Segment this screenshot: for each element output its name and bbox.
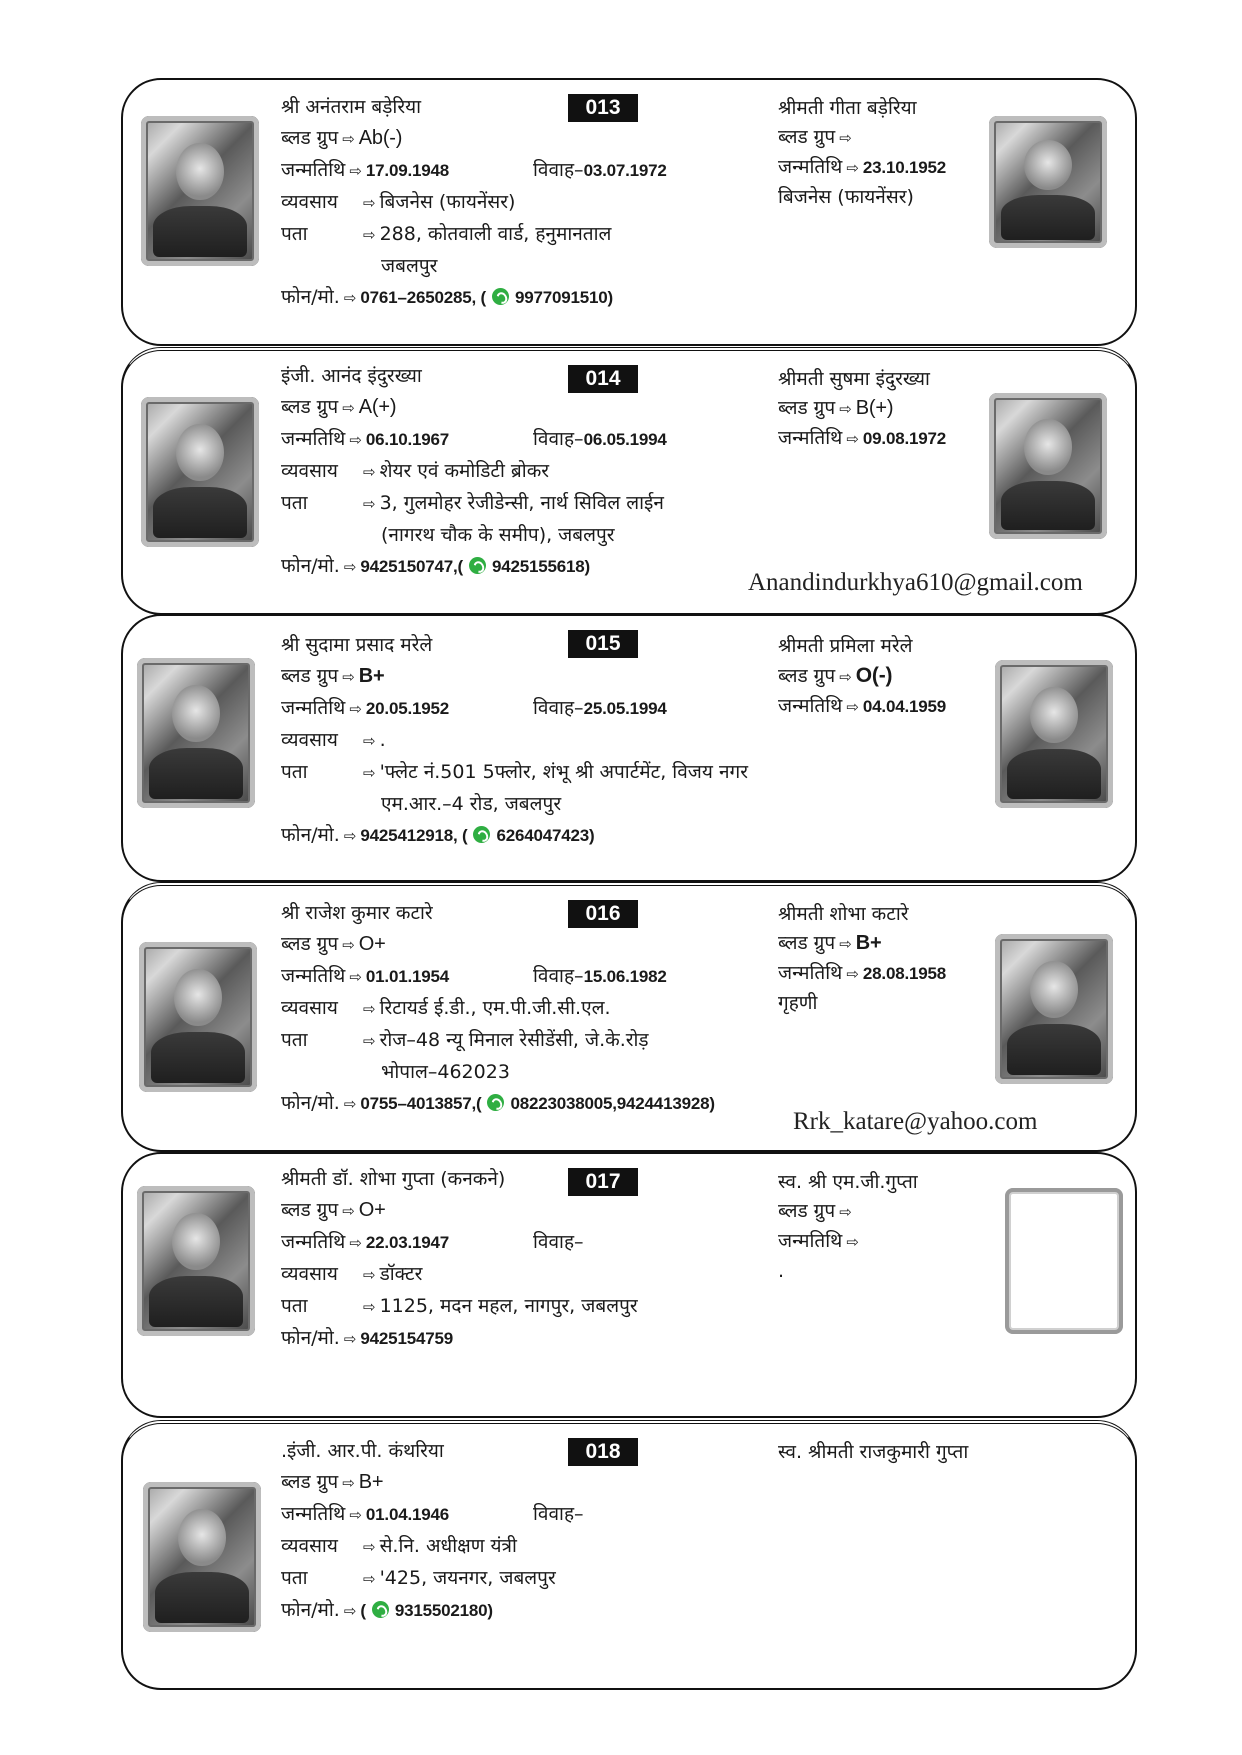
phone-label: फोन/मो. bbox=[281, 286, 340, 308]
member-name: .इंजी. आर.पी. कंथरिया bbox=[281, 1440, 444, 1462]
dob-value: 20.05.1952 bbox=[365, 699, 449, 718]
phone-value: 9425154759 bbox=[360, 1329, 453, 1348]
member-number-badge: 018 bbox=[568, 1438, 638, 1466]
dob-label: जन्मतिथि bbox=[281, 428, 346, 450]
member-photo bbox=[143, 1482, 261, 1632]
member-name: श्री राजेश कुमार कटारे bbox=[281, 902, 433, 924]
marriage-value: 15.06.1982 bbox=[583, 967, 667, 986]
address-line2: (नागरथ चौक के समीप), जबलपुर bbox=[381, 524, 615, 546]
spouse-photo-placeholder bbox=[1005, 1188, 1123, 1334]
address-line2: एम.आर.–4 रोड, जबलपुर bbox=[381, 793, 562, 815]
whatsapp-value: 08223038005,9424413928) bbox=[510, 1094, 715, 1113]
member-card-015 bbox=[121, 614, 1137, 882]
spouse-dob: 28.08.1958 bbox=[862, 964, 946, 983]
spouse-dob: 09.08.1972 bbox=[862, 429, 946, 448]
occupation-value: से.नि. अधीक्षण यंत्री bbox=[379, 1535, 517, 1557]
dob-value: 06.10.1967 bbox=[365, 430, 449, 449]
member-photo bbox=[137, 1186, 255, 1336]
address-line2: जबलपुर bbox=[381, 255, 438, 277]
arrow-icon: ⇨ bbox=[343, 558, 357, 576]
occupation-value: . bbox=[379, 729, 386, 751]
member-name: इंजी. आनंद इंदुरख्या bbox=[281, 365, 422, 387]
spouse-dob: 23.10.1952 bbox=[862, 158, 946, 177]
occupation-label: व्यवसाय bbox=[281, 729, 338, 751]
whatsapp-icon bbox=[487, 1094, 504, 1111]
arrow-icon: ⇨ bbox=[349, 1506, 362, 1524]
spouse-blood-group: B+ bbox=[855, 932, 882, 954]
address-label: पता bbox=[281, 761, 308, 783]
arrow-icon: ⇨ bbox=[363, 1298, 376, 1316]
spouse-photo bbox=[989, 116, 1107, 248]
phone-label: फोन/मो. bbox=[281, 1092, 340, 1114]
marriage-value: 03.07.1972 bbox=[583, 161, 667, 180]
arrow-icon: ⇨ bbox=[846, 965, 859, 983]
occupation-label: व्यवसाय bbox=[281, 1263, 338, 1285]
phone-label: फोन/मो. bbox=[281, 824, 340, 846]
dob-label: जन्मतिथि bbox=[778, 427, 843, 449]
marriage-value: 06.05.1994 bbox=[583, 430, 667, 449]
arrow-icon: ⇨ bbox=[363, 1032, 376, 1050]
occupation-label: व्यवसाय bbox=[281, 460, 338, 482]
address-line1: '425, जयनगर, जबलपुर bbox=[379, 1567, 556, 1589]
marriage-label: विवाह– bbox=[533, 697, 584, 719]
arrow-icon: ⇨ bbox=[343, 827, 357, 845]
member-photo bbox=[141, 116, 259, 266]
spouse-extra: . bbox=[778, 1260, 785, 1282]
whatsapp-icon bbox=[469, 557, 486, 574]
address-label: पता bbox=[281, 223, 308, 245]
dob-label: जन्मतिथि bbox=[281, 159, 346, 181]
member-name: श्री सुदामा प्रसाद मरेले bbox=[281, 634, 433, 656]
blood-group-label: ब्लड ग्रुप bbox=[778, 932, 836, 954]
arrow-icon: ⇨ bbox=[342, 399, 355, 417]
whatsapp-value: 9977091510) bbox=[515, 288, 614, 307]
member-card-016 bbox=[121, 882, 1137, 1152]
occupation-label: व्यवसाय bbox=[281, 997, 338, 1019]
blood-group-label: ब्लड ग्रुप bbox=[778, 397, 836, 419]
marriage-label: विवाह– bbox=[533, 1231, 584, 1253]
address-label: पता bbox=[281, 1295, 308, 1317]
member-photo bbox=[139, 942, 257, 1092]
member-name: श्रीमती डॉ. शोभा गुप्ता (कनकने) bbox=[281, 1168, 506, 1190]
marriage-label: विवाह– bbox=[533, 159, 584, 181]
arrow-icon: ⇨ bbox=[363, 1266, 376, 1284]
dob-label: जन्मतिथि bbox=[281, 1503, 346, 1525]
member-number-badge: 016 bbox=[568, 900, 638, 928]
whatsapp-icon bbox=[372, 1601, 389, 1618]
spouse-extra: गृहणी bbox=[778, 992, 818, 1014]
whatsapp-value: 9425155618) bbox=[491, 557, 590, 576]
spouse-photo bbox=[995, 934, 1113, 1084]
arrow-icon: ⇨ bbox=[342, 1202, 355, 1220]
blood-group-label: ब्लड ग्रुप bbox=[281, 933, 339, 955]
arrow-icon: ⇨ bbox=[363, 226, 376, 244]
address-line1: 3, गुलमोहर रेजीडेन्सी, नार्थ सिविल लाईन bbox=[379, 492, 664, 514]
arrow-icon: ⇨ bbox=[363, 1000, 376, 1018]
arrow-icon: ⇨ bbox=[363, 1570, 376, 1588]
spouse-name: श्रीमती शोभा कटारे bbox=[778, 903, 909, 925]
arrow-icon: ⇨ bbox=[839, 400, 852, 418]
arrow-icon: ⇨ bbox=[363, 495, 376, 513]
spouse-name: स्व. श्रीमती राजकुमारी गुप्ता bbox=[778, 1441, 969, 1463]
dob-label: जन्मतिथि bbox=[778, 156, 843, 178]
blood-group-value: B+ bbox=[358, 665, 385, 687]
spouse-blood-group: O(-) bbox=[855, 664, 893, 687]
address-label: पता bbox=[281, 1567, 308, 1589]
arrow-icon: ⇨ bbox=[846, 698, 859, 716]
marriage-label: विवाह– bbox=[533, 965, 584, 987]
spouse-photo bbox=[989, 393, 1107, 539]
arrow-icon: ⇨ bbox=[363, 1538, 376, 1556]
spouse-name: श्रीमती गीता बड़ेरिया bbox=[778, 97, 917, 119]
email-link[interactable]: Rrk_katare@yahoo.com bbox=[793, 1108, 1038, 1135]
address-line1: 288, कोतवाली वार्ड, हनुमानताल bbox=[379, 223, 612, 245]
spouse-name: स्व. श्री एम.जी.गुप्ता bbox=[778, 1171, 918, 1193]
member-card-018 bbox=[121, 1420, 1137, 1690]
spouse-blood-group: B(+) bbox=[855, 397, 894, 419]
phone-label: फोन/मो. bbox=[281, 1327, 340, 1349]
phone-value: ( bbox=[360, 1601, 366, 1620]
arrow-icon: ⇨ bbox=[342, 936, 355, 954]
whatsapp-icon bbox=[473, 826, 490, 843]
arrow-icon: ⇨ bbox=[342, 130, 355, 148]
blood-group-value: O+ bbox=[358, 1199, 386, 1221]
arrow-icon: ⇨ bbox=[846, 1233, 859, 1251]
blood-group-label: ब्लड ग्रुप bbox=[281, 396, 339, 418]
arrow-icon: ⇨ bbox=[363, 764, 376, 782]
dob-label: जन्मतिथि bbox=[281, 697, 346, 719]
phone-value: 9425150747,( bbox=[360, 557, 463, 576]
arrow-icon: ⇨ bbox=[839, 668, 852, 686]
dob-value: 01.01.1954 bbox=[365, 967, 449, 986]
address-label: पता bbox=[281, 492, 308, 514]
arrow-icon: ⇨ bbox=[349, 431, 362, 449]
dob-label: जन्मतिथि bbox=[281, 965, 346, 987]
arrow-icon: ⇨ bbox=[342, 1474, 355, 1492]
arrow-icon: ⇨ bbox=[349, 700, 362, 718]
blood-group-value: Ab(-) bbox=[358, 127, 403, 149]
address-line1: 1125, मदन महल, नागपुर, जबलपुर bbox=[379, 1295, 638, 1317]
blood-group-label: ब्लड ग्रुप bbox=[778, 126, 836, 148]
marriage-value: 25.05.1994 bbox=[583, 699, 667, 718]
arrow-icon: ⇨ bbox=[363, 194, 376, 212]
dob-label: जन्मतिथि bbox=[778, 1230, 843, 1252]
whatsapp-icon bbox=[492, 288, 509, 305]
occupation-label: व्यवसाय bbox=[281, 191, 338, 213]
blood-group-label: ब्लड ग्रुप bbox=[778, 1200, 836, 1222]
email-link[interactable]: Anandindurkhya610@gmail.com bbox=[748, 569, 1083, 596]
whatsapp-value: 6264047423) bbox=[496, 826, 595, 845]
arrow-icon: ⇨ bbox=[349, 1234, 362, 1252]
occupation-value: रिटायर्ड ई.डी., एम.पी.जी.सी.एल. bbox=[379, 997, 611, 1019]
member-number-badge: 017 bbox=[568, 1168, 638, 1196]
spouse-dob: 04.04.1959 bbox=[862, 697, 946, 716]
dob-label: जन्मतिथि bbox=[778, 695, 843, 717]
dob-label: जन्मतिथि bbox=[778, 962, 843, 984]
arrow-icon: ⇨ bbox=[846, 159, 859, 177]
address-line2: भोपाल–462023 bbox=[381, 1061, 510, 1083]
arrow-icon: ⇨ bbox=[343, 1095, 357, 1113]
dob-value: 01.04.1946 bbox=[365, 1505, 449, 1524]
occupation-value: डॉक्टर bbox=[379, 1263, 423, 1285]
arrow-icon: ⇨ bbox=[343, 289, 357, 307]
blood-group-value: O+ bbox=[358, 933, 386, 955]
arrow-icon: ⇨ bbox=[839, 129, 852, 147]
member-card-013 bbox=[121, 78, 1137, 346]
arrow-icon: ⇨ bbox=[846, 430, 859, 448]
blood-group-label: ब्लड ग्रुप bbox=[281, 665, 339, 687]
member-card-014 bbox=[121, 347, 1137, 615]
dob-value: 17.09.1948 bbox=[365, 161, 449, 180]
arrow-icon: ⇨ bbox=[363, 732, 376, 750]
phone-value: 0755–4013857,( bbox=[360, 1094, 482, 1113]
spouse-name: श्रीमती सुषमा इंदुरख्या bbox=[778, 368, 930, 390]
marriage-label: विवाह– bbox=[533, 428, 584, 450]
blood-group-label: ब्लड ग्रुप bbox=[281, 1471, 339, 1493]
member-photo bbox=[137, 658, 255, 808]
dob-value: 22.03.1947 bbox=[365, 1233, 449, 1252]
occupation-label: व्यवसाय bbox=[281, 1535, 338, 1557]
address-line1: 'फ्लेट नं.501 5फ्लोर, शंभू श्री अपार्टमेंट, विजय नगर bbox=[379, 761, 748, 783]
spouse-name: श्रीमती प्रमिला मरेले bbox=[778, 635, 913, 657]
arrow-icon: ⇨ bbox=[342, 668, 355, 686]
member-number-badge: 015 bbox=[568, 630, 638, 658]
marriage-label: विवाह– bbox=[533, 1503, 584, 1525]
arrow-icon: ⇨ bbox=[839, 935, 852, 953]
spouse-extra: बिजनेस (फायनेंसर) bbox=[778, 186, 914, 208]
arrow-icon: ⇨ bbox=[349, 968, 362, 986]
blood-group-label: ब्लड ग्रुप bbox=[778, 665, 836, 687]
arrow-icon: ⇨ bbox=[343, 1602, 357, 1620]
occupation-value: शेयर एवं कमोडिटी ब्रोकर bbox=[379, 460, 550, 482]
dob-label: जन्मतिथि bbox=[281, 1231, 346, 1253]
member-name: श्री अनंतराम बड़ेरिया bbox=[281, 96, 422, 118]
blood-group-value: A(+) bbox=[358, 396, 397, 418]
address-label: पता bbox=[281, 1029, 308, 1051]
blood-group-value: B+ bbox=[358, 1471, 384, 1493]
arrow-icon: ⇨ bbox=[363, 463, 376, 481]
arrow-icon: ⇨ bbox=[343, 1330, 357, 1348]
spouse-photo bbox=[995, 660, 1113, 808]
blood-group-label: ब्लड ग्रुप bbox=[281, 1199, 339, 1221]
member-number-badge: 013 bbox=[568, 94, 638, 122]
address-line1: रोज–48 न्यू मिनाल रेसीडेंसी, जे.के.रोड़ bbox=[379, 1029, 649, 1051]
member-number-badge: 014 bbox=[568, 365, 638, 393]
occupation-value: बिजनेस (फायनेंसर) bbox=[379, 191, 516, 213]
phone-value: 9425412918, ( bbox=[360, 826, 468, 845]
phone-label: फोन/मो. bbox=[281, 555, 340, 577]
blood-group-label: ब्लड ग्रुप bbox=[281, 127, 339, 149]
arrow-icon: ⇨ bbox=[839, 1203, 852, 1221]
phone-value: 0761–2650285, ( bbox=[360, 288, 486, 307]
member-card-017 bbox=[121, 1152, 1137, 1418]
phone-label: फोन/मो. bbox=[281, 1599, 340, 1621]
whatsapp-value: 9315502180) bbox=[394, 1601, 493, 1620]
arrow-icon: ⇨ bbox=[349, 162, 362, 180]
member-photo bbox=[141, 397, 259, 547]
